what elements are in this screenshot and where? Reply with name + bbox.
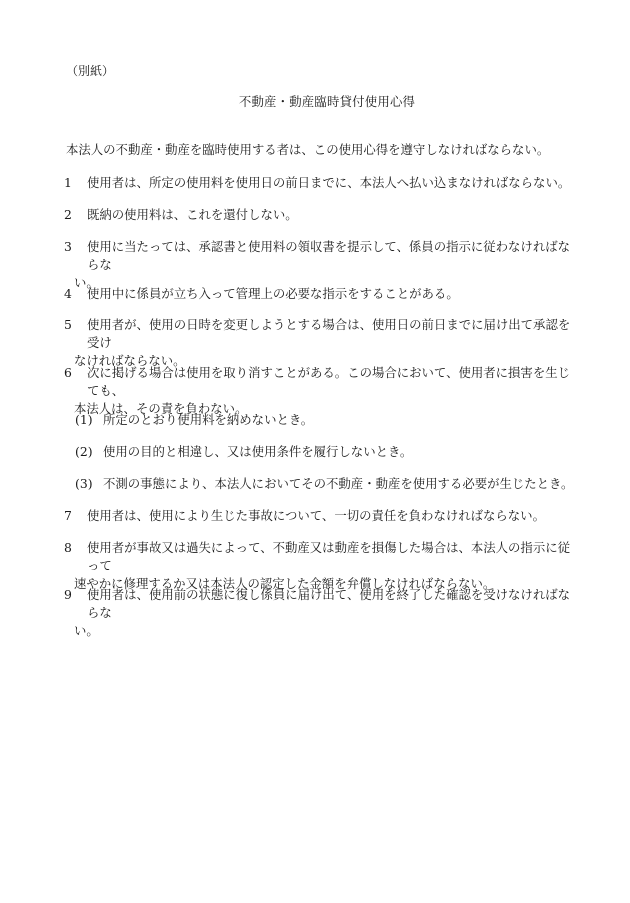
clause-number: 2 bbox=[64, 207, 72, 222]
clause-number: 8 bbox=[64, 540, 72, 555]
clause-number: 4 bbox=[64, 286, 72, 301]
clause-text: 使用者は、使用前の状態に復し係員に届け出て、使用を終了した確認を受けなければならな bbox=[87, 587, 570, 620]
clause-number: 7 bbox=[64, 508, 72, 523]
clause-4 bbox=[64, 285, 584, 303]
clause-7 bbox=[64, 507, 584, 525]
clause-9 bbox=[64, 586, 584, 640]
clause-6 bbox=[64, 364, 584, 418]
clause-number: 5 bbox=[64, 317, 72, 332]
clause-text-continued: なければならない。 bbox=[74, 353, 186, 368]
clause-text: 使用者は、所定の使用料を使用日の前日までに、本法人へ払い込まなければならない。 bbox=[87, 175, 571, 190]
intro-paragraph: 本法人の不動産・動産を臨時使用する者は、この使用心得を遵守しなければならない。 bbox=[66, 142, 550, 157]
clause-2 bbox=[64, 206, 584, 224]
clause-number: 6 bbox=[64, 365, 72, 380]
subclause-text: 不測の事態により、本法人においてその不動産・動産を使用する必要が生じたとき。 bbox=[103, 476, 574, 491]
subclause-2 bbox=[75, 443, 575, 461]
clause-number: 1 bbox=[64, 175, 72, 190]
clause-text: 既納の使用料は、これを還付しない。 bbox=[87, 207, 298, 222]
clause-8 bbox=[64, 539, 584, 593]
clause-3 bbox=[64, 238, 584, 292]
clause-text-continued: い。 bbox=[74, 275, 99, 290]
clause-text-continued: 速やかに修理するか又は本法人の認定した金額を弁償しなければならない。 bbox=[74, 576, 496, 591]
subclause-number: (3) bbox=[75, 476, 93, 491]
clause-text: 使用者は、使用により生じた事故について、一切の責任を負わなければならない。 bbox=[87, 508, 545, 523]
subclause-number: (1) bbox=[75, 412, 93, 427]
clause-text: 使用者が事故又は過失によって、不動産又は動産を損傷した場合は、本法人の指示に従って bbox=[87, 540, 570, 573]
clause-text: 次に掲げる場合は使用を取り消すことがある。この場合において、使用者に損害を生じても、 bbox=[87, 365, 570, 398]
clause-text-continued: 本法人は、その責を負わない。 bbox=[74, 401, 248, 416]
clause-5 bbox=[64, 316, 584, 370]
subclause-1 bbox=[75, 411, 575, 429]
clause-1 bbox=[64, 174, 584, 192]
subclause-text: 所定のとおり使用料を納めないとき。 bbox=[103, 412, 314, 427]
subclause-3 bbox=[75, 475, 575, 493]
clause-text: 使用中に係員が立ち入って管理上の必要な指示をすることがある。 bbox=[87, 286, 459, 301]
annex-label: （別紙） bbox=[66, 64, 115, 78]
clause-number: 3 bbox=[64, 239, 72, 254]
clause-text: 使用者が、使用の日時を変更しようとする場合は、使用日の前日までに届け出て承認を受け bbox=[87, 317, 571, 350]
clause-number: 9 bbox=[64, 587, 72, 602]
clause-text-continued: い。 bbox=[74, 623, 99, 638]
clause-text: 使用に当たっては、承認書と使用料の領収書を提示して、係員の指示に従わなければならな bbox=[87, 239, 570, 272]
document-title: 不動産・動産臨時貸付使用心得 bbox=[238, 94, 416, 109]
subclause-text: 使用の目的と相違し、又は使用条件を履行しないとき。 bbox=[103, 444, 413, 459]
subclause-number: (2) bbox=[75, 444, 93, 459]
